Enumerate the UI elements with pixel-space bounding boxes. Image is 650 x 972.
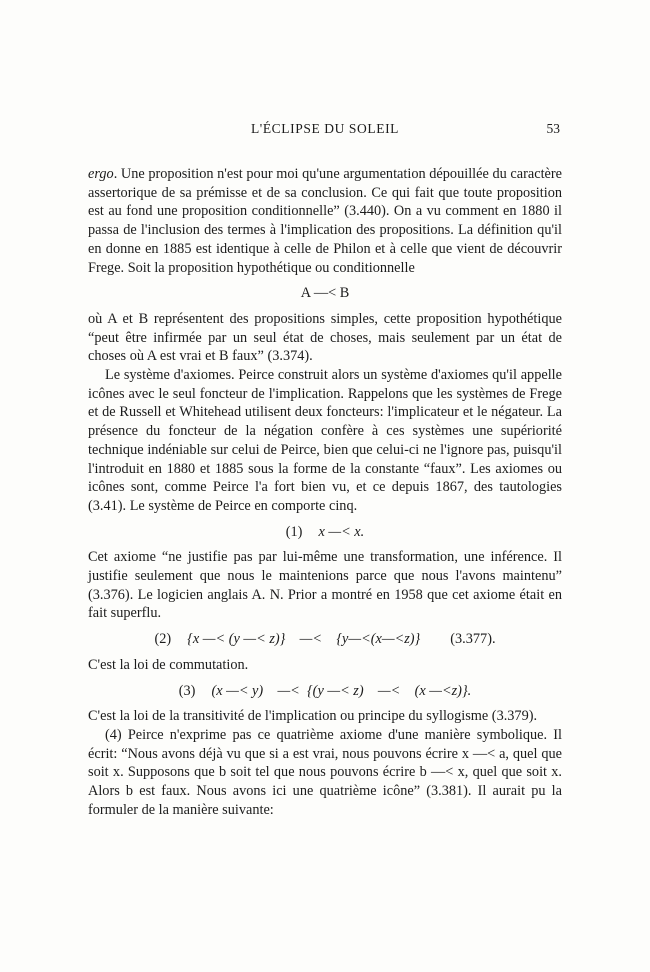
formula-axiom-2 [88, 630, 562, 649]
formula-body: A —< B [300, 285, 350, 302]
formula-reference: (3.377). [450, 631, 496, 648]
running-title: L'ÉCLIPSE DU SOLEIL [250, 121, 400, 136]
text-block [88, 121, 562, 820]
formula-label: (1) [285, 523, 303, 540]
formula-axiom-1 [88, 523, 562, 542]
formula-label: (2) [154, 631, 172, 648]
page-header [88, 121, 562, 137]
formula-body: x —< x. [318, 523, 365, 540]
formula-body: (x —< y) —< {(y —< z) —< (x —<z)}. [211, 682, 472, 699]
formula-body: {x —< (y —< z)} —< {y—<(x—<z)} [187, 631, 421, 648]
formula-label: (3) [178, 682, 196, 699]
paragraph-quatrieme-axiome: (4) Peirce n'exprime pas ce quatrième axiome d'une manière symbolique. Il écrit: “Nous avons déjà vu que si a est vrai, nous pouvons écrire x —< a, quel que soit x. Supposons que b soit tel que nous pouvons écrire b —< x, quel que soit x. Alors b est faux. Nous avons ici une quatrième icône” (3.381). Il aurait pu la formuler de la manière suivante: [88, 726, 562, 818]
paragraph-hypothetique: où A et B représentent des propositions simples, cette proposition hypothétique “peut être infirmée par un seul état de choses, mais seulement par un état de choses où A est vrai et B faux” (3.374). [88, 310, 562, 365]
formula-implication [88, 284, 562, 303]
paragraph-ergo [88, 165, 562, 277]
page-body [88, 165, 562, 820]
formula-axiom-3 [88, 682, 562, 701]
paragraph-loi-transitivite: C'est la loi de la transitivité de l'implication ou principe du syllogisme (3.379). [88, 708, 538, 725]
paragraph-cet-axiome: Cet axiome “ne justifie pas par lui-même une transformation, une inférence. Il justifie seulement que nous le maintenions parce que nous l'avons maintenu” (3.376). Le logicien anglais A. N. Prior a montré en 1958 que cet axiome était en fait superflu. [88, 549, 562, 622]
page-number: 53 [546, 121, 560, 136]
paragraph-loi-commutation: C'est la loi de commutation. [88, 656, 249, 673]
paragraph-text: . Une proposition n'est pour moi qu'une argumentation dépouillée du caractère assertorique de sa prémisse et de sa conclusion. Ce qui fait que toute proposition est au fond une proposition conditionnelle” (3.440). On a vu comment en 1880 il passa de l'inclusion des termes à l'implication des propositions. La définition qu'il en donne en 1885 est identique à celle de Philon et à celle que vient de découvrir Frege. Soit la proposition hypothétique ou conditionnelle [88, 166, 562, 276]
italic-word-ergo: ergo [88, 166, 114, 182]
paragraph-systeme-axiomes: Le système d'axiomes. Peirce construit alors un système d'axiomes qu'il appelle icônes avec le seul foncteur de l'implication. Rappelons que les systèmes de Frege et de Russell et Whitehead utilisent deux foncteurs: l'implicateur et le négateur. La présence du foncteur de la négation confère à ces systèmes une supériorité technique indéniable sur celui de Peirce, bien que celui-ci ne l'ignore pas, puisqu'il l'introduit en 1880 et 1885 sous la forme de la constante “faux”. Les axiomes ou icônes sont, comme Peirce l'a fort bien vu, et ce depuis 1867, des tautologies (3.41). Le système de Peirce en comporte cinq. [88, 367, 562, 514]
